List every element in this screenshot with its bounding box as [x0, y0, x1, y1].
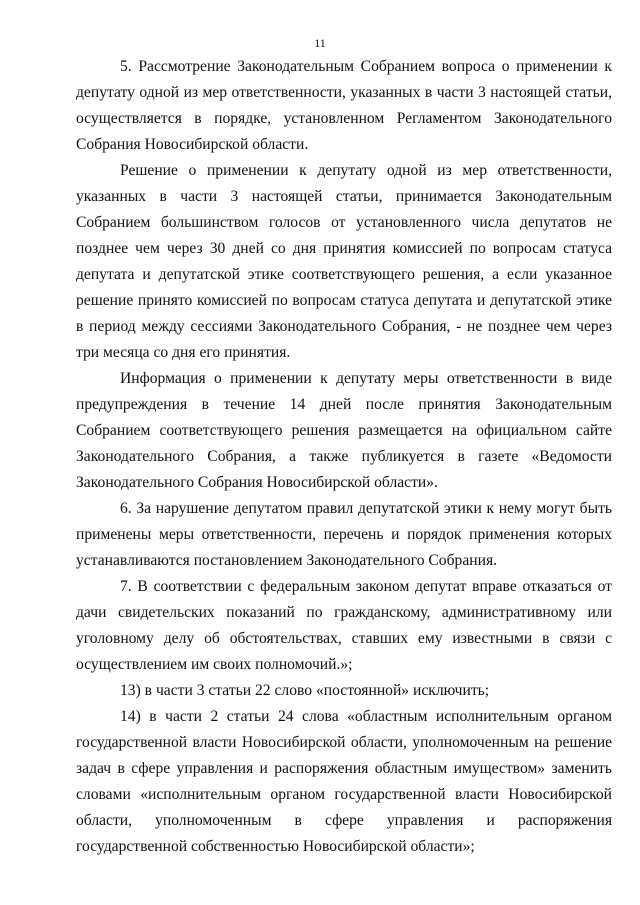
paragraph-item-5: 5. Рассмотрение Законодательным Собранием вопроса о применении к депутату одной из мер ответственности, указанных в части 3 настоящей статьи, осуществляется в порядке, установленном Регламентом Законодательного Собрания Новосибирской области. — [76, 58, 612, 153]
paragraph-amendment-13: 13) в части 3 статьи 22 слово «постоянной» исключить; — [120, 682, 490, 699]
document-body — [76, 54, 612, 860]
paragraph-item-6: 6. За нарушение депутатом правил депутатской этики к нему могут быть применены меры ответственности, перечень и порядок применения которых устанавливаются постановлением Законодательного Собрания. — [76, 500, 612, 569]
paragraph-item-7: 7. В соответствии с федеральным законом депутат вправе отказаться от дачи свидетельских показаний по гражданскому, административному или уголовному делу об обстоятельствах, ставших ему известными в связи с осуществлением им своих полномочий.»; — [76, 578, 612, 673]
paragraph-decision: Решение о применении к депутату одной из мер ответственности, указанных в части 3 настоящей статьи, принимается Законодательным Собранием большинством голосов от установленного числа депутатов не позднее чем через 30 дней со дня принятия комиссией по вопросам статуса депутата и депутатской этике соответствующего решения, а если указанное решение принято комиссией по вопросам статуса депутата и депутатской этике в период между сессиями Законодательного Собрания, - не позднее чем через три месяца со дня его принятия. — [76, 162, 612, 361]
page-number: 11 — [314, 36, 326, 50]
paragraph-information: Информация о применении к депутату меры ответственности в виде предупреждения в течение 14 дней после принятия Законодательным Собранием соответствующего решения размещается на официальном сайте Законодательного Собрания, а также публикуется в газете «Ведомости Законодательного Собрания Новосибирской области». — [76, 370, 612, 491]
paragraph-amendment-14: 14) в части 2 статьи 24 слова «областным исполнительным органом государственной власти Новосибирской области, уполномоченным на решение задач в сфере управления и распоряжения областным имуществом» заменить словами «исполнительным органом государственной власти Новосибирской области, уполномоченным в сфере управления и распоряжения государственной собственностью Новосибирской области»; — [76, 708, 612, 855]
